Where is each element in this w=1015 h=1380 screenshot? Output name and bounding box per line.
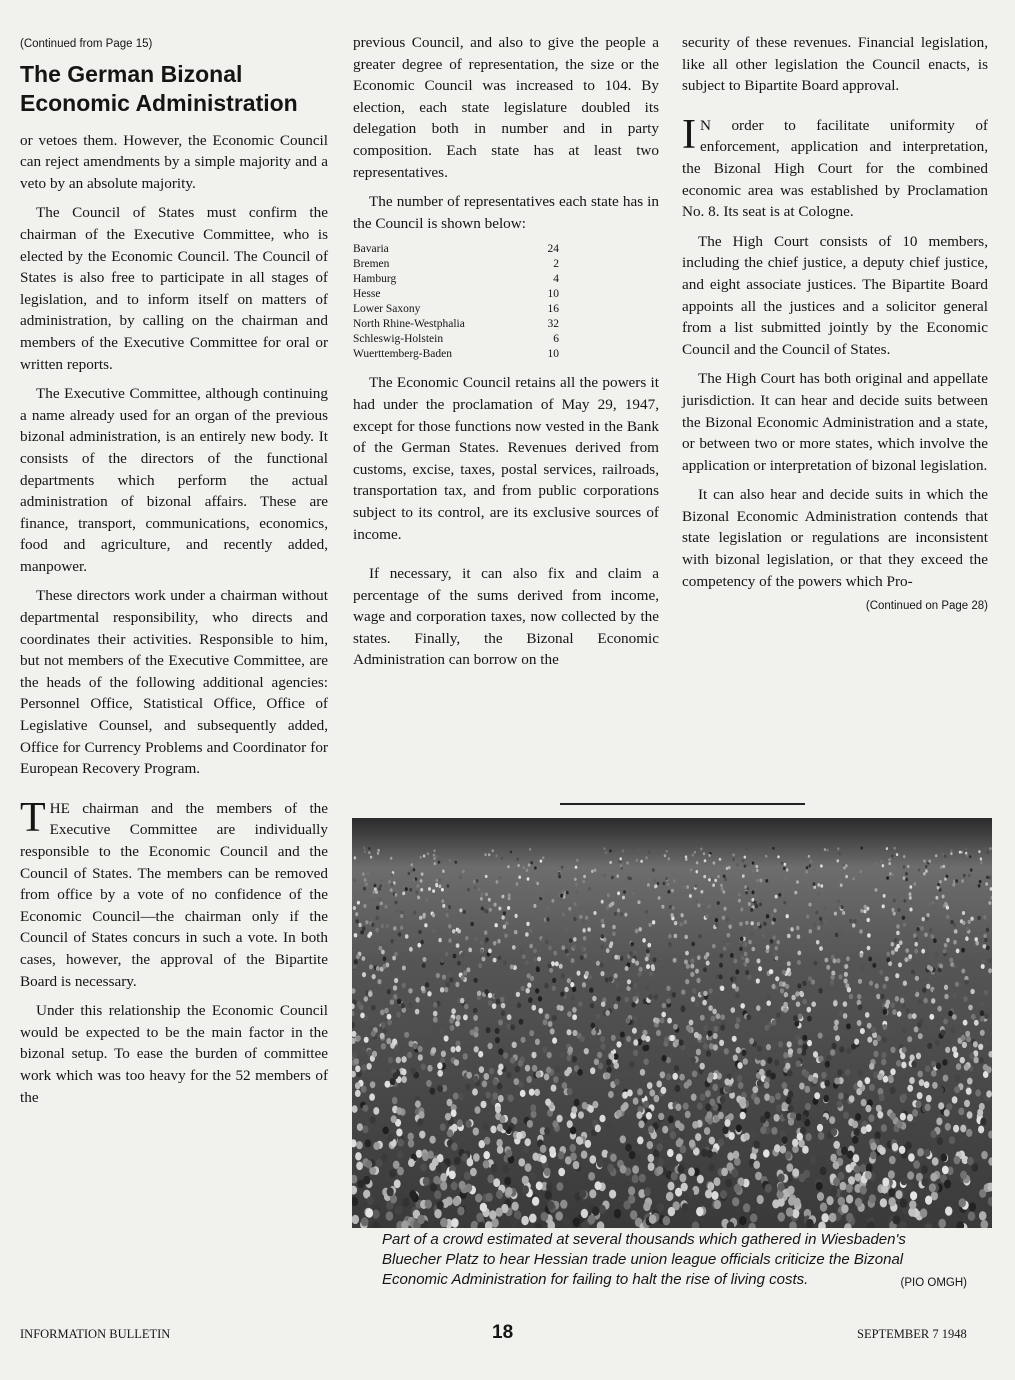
table-row [353, 317, 561, 332]
paragraph: The Executive Committee, although continuing a name already used for an organ of the previous bizonal administration, is an entirely new body. It consists of the directors of the functional departments which perform the actual administration of bizonal affairs. These are finance, transport, communications, economics, food and agriculture, and recently added, manpower. [20, 385, 328, 575]
footer-date: SEPTEMBER 7 1948 [857, 1327, 967, 1341]
representative-count: 2 [553, 258, 559, 271]
representative-count: 10 [547, 348, 559, 361]
crowd-image [352, 818, 992, 1228]
paragraph: previous Council, and also to give the people a greater degree of representation, the size or the Economic Council was increased to 104. By election, each state legislature doubled its delegation both in number and in party composition. Each state has at least two representatives. [353, 34, 659, 181]
paragraph-dropcap [682, 111, 988, 223]
paragraph: It can also hear and decide suits in which the Bizonal Economic Administration contends that state legislation or regulations are inconsistent with bizonal legislation, or that they exceed the competency of the powers which Pro- [682, 486, 988, 590]
footer-publication: INFORMATION BULLETIN [20, 1327, 171, 1341]
continued-on-note: (Continued on Page 28) [865, 600, 988, 613]
paragraph: If necessary, it can also fix and claim a percentage of the sums derived from income, wage and corporation taxes, now collected by the states. Finally, the Bizonal Economic Administration can borrow on the [353, 565, 659, 669]
column-left [20, 32, 328, 1116]
state-name: North Rhine-Westphalia [353, 318, 465, 331]
representative-count: 16 [547, 303, 559, 316]
state-name: Bremen [353, 258, 390, 271]
table-row [353, 242, 561, 257]
paragraph: The High Court has both original and appellate jurisdiction. It can hear and decide suits between the Bizonal Economic Administration and a state, or between two or more states, which involve the application or interpretation of bizonal legislation. [682, 370, 988, 474]
drop-cap: I [682, 111, 696, 158]
state-name: Hesse [353, 288, 381, 301]
paragraph-text: N order to facilitate uniformity of enforcement, application and interpretation, the Bizonal High Court for the combined economic area was established by Proclamation No. 8. Its seat is at Cologne. [682, 116, 988, 221]
paragraph: Under this relationship the Economic Council would be expected to be the main factor in the bizonal setup. To ease the burden of committee work which was too heavy for the 52 members of the [20, 1002, 328, 1106]
table-row [353, 272, 561, 287]
paragraph-text: HE chairman and the members of the Executive Committee are individually responsible to the Economic Council and the Council of States. The members can be removed from office by a vote of no confidence of the Economic Council—the chairman only if the Council of States concurs in such a vote. In both cases, however, the approval of the Bipartite Board is necessary. [20, 799, 328, 990]
divider-rule [560, 803, 805, 805]
continued-from-note: (Continued from Page 15) [20, 38, 153, 50]
table-row [353, 332, 561, 347]
footer-page-number: 18 [492, 1322, 514, 1343]
paragraph-dropcap [20, 794, 328, 992]
paragraph: The High Court consists of 10 members, including the chief justice, a deputy chief justice, and eight associate justices. The Bipartite Board appoints all the justices and a solicitor general from a list submitted jointly by the Economic Council and the Council of States. [682, 232, 988, 358]
state-name: Bavaria [353, 243, 389, 256]
table-row [353, 302, 561, 317]
table-row [353, 257, 561, 272]
photo-credit: (PIO OMGH) [900, 1277, 967, 1289]
representative-count: 24 [547, 243, 559, 256]
photo-caption [382, 1230, 967, 1293]
paragraph: The Economic Council retains all the powers it had under the proclamation of May 29, 1947, except for those functions now vested in the Bank of the German States. Revenues derived from customs, excise, taxes, postal services, railroads, transportation tax, and from public corporations subject to its control, are its exclusive sources of income. [353, 374, 659, 543]
article-headline: The German Bizonal Economic Administration [20, 60, 298, 116]
representative-count: 32 [547, 318, 559, 331]
caption-text: Part of a crowd estimated at several thousands which gathered in Wiesbaden's Bluecher Platz to hear Hessian trade union league officials criticize the Bizonal Economic Administration for failing to halt the rise of living costs. [382, 1231, 906, 1288]
representative-count: 4 [553, 273, 559, 286]
representative-count: 6 [553, 333, 559, 346]
paragraph: security of these revenues. Financial legislation, like all other legislation the Council enacts, is subject to Bipartite Board approval. [682, 34, 988, 95]
drop-cap: T [20, 794, 46, 841]
state-name: Hamburg [353, 273, 397, 286]
table-row [353, 347, 561, 362]
state-name: Wuerttemberg-Baden [353, 348, 452, 361]
representative-count: 10 [547, 288, 559, 301]
state-name: Schleswig-Holstein [353, 333, 444, 346]
table-row [353, 287, 561, 302]
crowd-photo [352, 818, 992, 1228]
column-middle [353, 32, 659, 679]
column-right [682, 32, 988, 618]
paragraph: or vetoes them. However, the Economic Council can reject amendments by a simple majority and a veto by an absolute majority. [20, 131, 328, 192]
paragraph: The number of representatives each state has in the Council is shown below: [353, 193, 659, 232]
state-name: Lower Saxony [353, 303, 421, 316]
paragraph: These directors work under a chairman without departmental responsibility, who directs and coordinates their activities. Responsible to him, but not members of the Executive Committee, are the heads of the following additional agencies: Personnel Office, Statistical Office, Office of Legislative Counsel, and subsequently added, Office for Currency Problems and Coordinator for European Recovery Program. [20, 587, 328, 778]
representatives-table [353, 242, 561, 362]
paragraph: The Council of States must confirm the chairman of the Executive Committee, who is elected by the Economic Council. The Council of States is also free to participate in all stages of legislation, and to inform itself on matters of administration, by calling on the chairman and members of the Executive Committee for oral or written reports. [20, 204, 328, 373]
